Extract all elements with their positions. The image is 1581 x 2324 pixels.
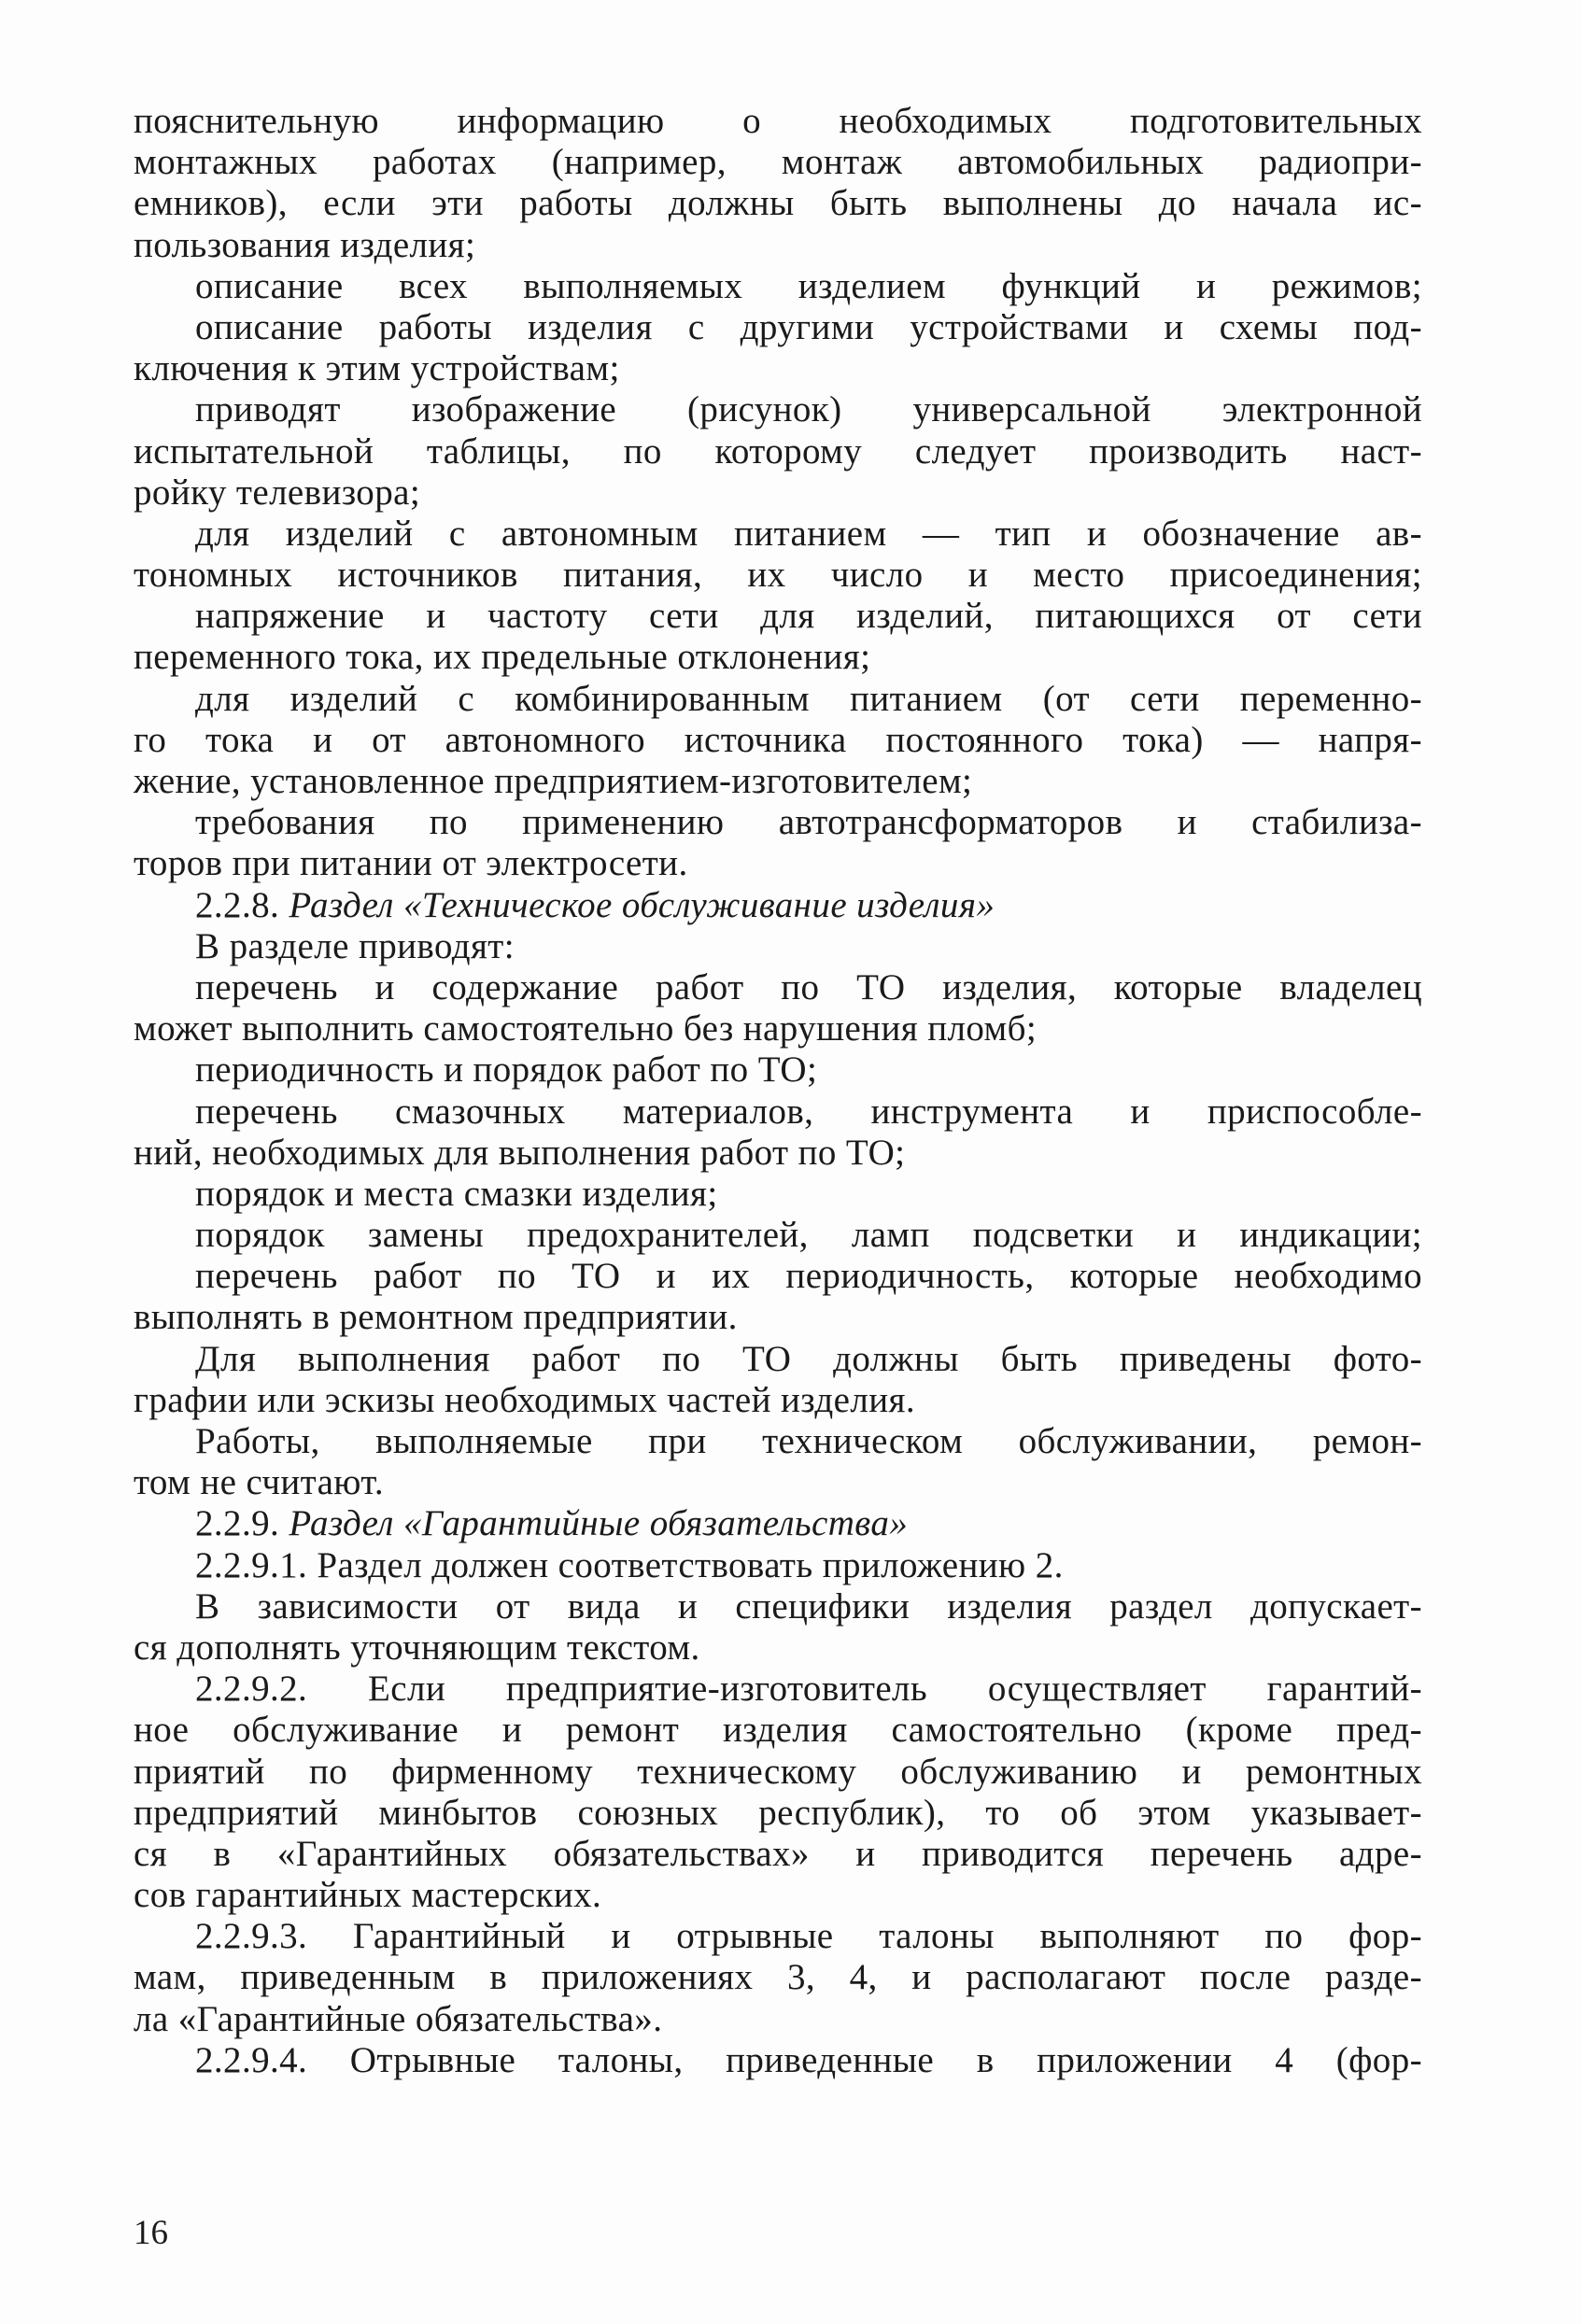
- text-line-content: периодичность и порядок работ по ТО;: [195, 1049, 818, 1091]
- text-line-content: ся дополнять уточняющим текстом.: [134, 1627, 700, 1668]
- text-line: [134, 266, 1422, 307]
- text-line-content: выполнять в ремонтном предприятии.: [134, 1297, 738, 1338]
- text-line-content: тономных источников питания, их число и место присоединения;: [134, 555, 1422, 596]
- text-line-content: Работы, выполняемые при техническом обслуживании, ремон-: [195, 1421, 1422, 1461]
- text-line: [134, 1503, 1422, 1544]
- text-line: [134, 1215, 1422, 1256]
- text-line: [134, 1545, 1422, 1586]
- text-line-content: может выполнить самостоятельно без нарушения пломб;: [134, 1008, 1038, 1049]
- text-line: [134, 720, 1422, 761]
- text-line: [134, 225, 1422, 266]
- text-line-content: монтажных работах (например, монтаж автомобильных радиопри-: [134, 142, 1422, 183]
- text-line-content: 2.2.9.4. Отрывные талоны, приведенные в приложении 4 (фор-: [195, 2039, 1422, 2080]
- text-line: [134, 926, 1422, 967]
- text-line: [134, 348, 1422, 389]
- text-line: [134, 1669, 1422, 1710]
- text-line-content: В разделе приводят:: [195, 925, 515, 966]
- text-line-content: переменного тока, их предельные отклонения;: [134, 637, 871, 678]
- text-line-content: перечень и содержание работ по ТО изделия, которые владелец: [195, 966, 1422, 1007]
- text-line: [134, 1793, 1422, 1834]
- text-line-content: напряжение и частоту сети для изделий, питающихся от сети: [195, 596, 1422, 637]
- text-line: [134, 967, 1422, 1008]
- section-heading: Раздел «Гарантийные обязательства»: [289, 1503, 909, 1544]
- text-line: [134, 596, 1422, 637]
- text-line: [134, 802, 1422, 843]
- text-line: [134, 1174, 1422, 1215]
- text-line: [134, 1834, 1422, 1875]
- text-line: [134, 1297, 1422, 1338]
- text-line: [134, 101, 1422, 142]
- section-heading: Раздел «Техническое обслуживание изделия»: [289, 884, 995, 925]
- text-line-content: емников), если эти работы должны быть выполнены до начала ис-: [134, 183, 1422, 224]
- text-line-content: требования по применению автотрансформаторов и стабилиза-: [195, 802, 1422, 843]
- text-line-content: ла «Гарантийные обязательства».: [134, 1998, 663, 2039]
- text-line: [134, 843, 1422, 884]
- text-line: [134, 1710, 1422, 1751]
- text-line-content: предприятий минбытов союзных республик), то об этом указывает-: [134, 1792, 1422, 1833]
- text-line: [134, 1586, 1422, 1627]
- text-line-content: для изделий с автономным питанием — тип и обозначение ав-: [195, 513, 1422, 554]
- body-text: [134, 101, 1422, 2081]
- text-line: [134, 514, 1422, 555]
- text-line-content: В зависимости от вида и специфики изделия раздел допускает-: [195, 1585, 1422, 1627]
- text-line: [134, 679, 1422, 720]
- text-line-content: том не считают.: [134, 1462, 384, 1503]
- text-line-content: го тока и от автономного источника постоянного тока) — напря-: [134, 719, 1422, 760]
- text-line: [134, 1999, 1422, 2040]
- text-line-content: порядок замены предохранителей, ламп подсветки и индикации;: [195, 1215, 1422, 1256]
- text-line: [134, 1875, 1422, 1916]
- text-line-content: ключения к этим устройствам;: [134, 348, 620, 389]
- text-line: [134, 307, 1422, 348]
- text-line: [134, 1008, 1422, 1049]
- text-line: [134, 1752, 1422, 1793]
- text-line: [134, 431, 1422, 472]
- text-line: [134, 389, 1422, 430]
- text-line: [134, 1916, 1422, 1957]
- text-line-content: мам, приведенным в приложениях 3, 4, и располагают после разде-: [134, 1957, 1422, 1998]
- text-line-content: Для выполнения работ по ТО должны быть приведены фото-: [195, 1338, 1422, 1379]
- text-line: [134, 472, 1422, 514]
- text-line-content: испытательной таблицы, по которому следует производить наст-: [134, 430, 1422, 472]
- text-line: [134, 761, 1422, 802]
- text-line-content: торов при питании от электросети.: [134, 843, 688, 884]
- text-line-content: 2.2.9.: [195, 1503, 289, 1544]
- text-line-content: 2.2.9.2. Если предприятие-изготовитель осуществляет гарантий-: [195, 1669, 1422, 1710]
- text-line-content: пояснительную информацию о необходимых подготовительных: [134, 101, 1422, 141]
- text-line-content: приводят изображение (рисунок) универсальной электронной: [195, 389, 1422, 430]
- text-line-content: для изделий с комбинированным питанием (от сети переменно-: [195, 678, 1422, 719]
- text-line: [134, 1256, 1422, 1297]
- text-line-content: ний, необходимых для выполнения работ по ТО;: [134, 1132, 906, 1173]
- text-line-content: перечень смазочных материалов, инструмента и приспособле-: [195, 1091, 1422, 1132]
- text-line-content: пользования изделия;: [134, 224, 476, 265]
- text-line-content: 2.2.9.1. Раздел должен соответствовать приложению 2.: [195, 1544, 1064, 1585]
- text-line-content: приятий по фирменному техническому обслуживанию и ремонтных: [134, 1751, 1422, 1792]
- text-line-content: графии или эскизы необходимых частей изделия.: [134, 1379, 915, 1420]
- text-line-content: описание работы изделия с другими устройствами и схемы под-: [195, 306, 1422, 347]
- text-line: [134, 1049, 1422, 1091]
- text-line: [134, 1380, 1422, 1421]
- text-line-content: 2.2.8.: [195, 884, 289, 925]
- text-line: [134, 1957, 1422, 1998]
- text-line: [134, 1421, 1422, 1462]
- text-line-content: ся в «Гарантийных обязательствах» и приводится перечень адре-: [134, 1833, 1422, 1874]
- text-line: [134, 142, 1422, 183]
- text-line: [134, 183, 1422, 224]
- text-line-content: жение, установленное предприятием-изготовителем;: [134, 761, 973, 801]
- text-line: [134, 885, 1422, 926]
- text-line: [134, 1339, 1422, 1380]
- text-line: [134, 1627, 1422, 1669]
- text-line: [134, 2040, 1422, 2081]
- text-line-content: ное обслуживание и ремонт изделия самостоятельно (кроме пред-: [134, 1710, 1422, 1751]
- text-line: [134, 637, 1422, 678]
- text-line: [134, 1133, 1422, 1174]
- text-line-content: ройку телевизора;: [134, 472, 421, 513]
- text-line: [134, 1092, 1422, 1133]
- text-line: [134, 1462, 1422, 1503]
- text-line-content: порядок и места смазки изделия;: [195, 1173, 718, 1214]
- text-line-content: 2.2.9.3. Гарантийный и отрывные талоны выполняют по фор-: [195, 1916, 1422, 1957]
- text-line-content: перечень работ по ТО и их периодичность, которые необходимо: [195, 1256, 1422, 1297]
- text-line: [134, 555, 1422, 596]
- text-line-content: сов гарантийных мастерских.: [134, 1875, 602, 1916]
- text-line-content: описание всех выполняемых изделием функций и режимов;: [195, 265, 1422, 306]
- page-number: 16: [134, 2214, 168, 2252]
